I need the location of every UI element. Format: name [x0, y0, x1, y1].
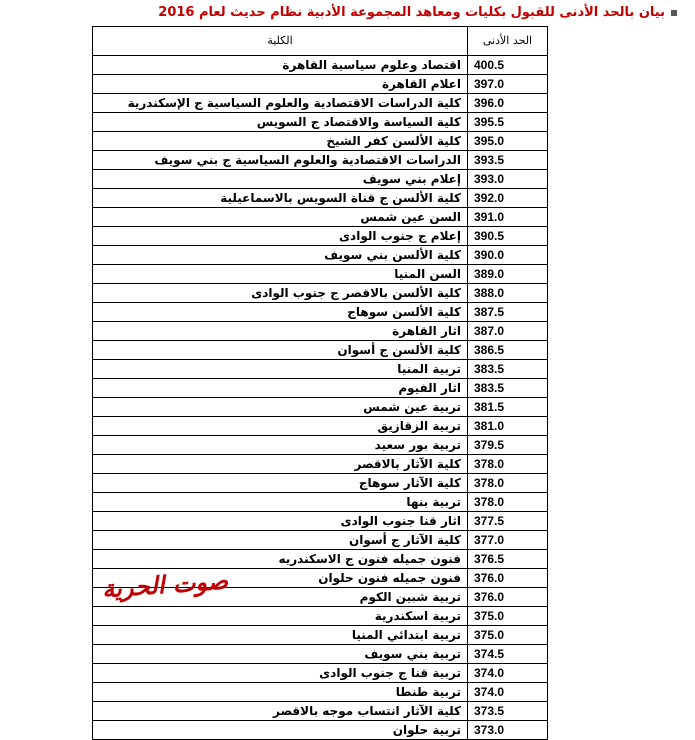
table-row — [93, 208, 548, 227]
college-name-cell: تربية حلوان — [93, 721, 468, 740]
min-score-cell: 393.5 — [468, 151, 548, 170]
min-score-cell: 387.0 — [468, 322, 548, 341]
college-name-cell: إعلام ج جنوب الوادى — [93, 227, 468, 246]
min-score-cell: 383.5 — [468, 360, 548, 379]
table-header-row — [93, 27, 548, 56]
page-title: بيان بالحد الأدنى للقبول بكليات ومعاهد المجموعة الأدبية نظام حديث لعام 2016 — [158, 5, 665, 20]
college-name-cell: كلية الألسن كفر الشيخ — [93, 132, 468, 151]
min-score-cell: 400.5 — [468, 56, 548, 75]
college-name-cell: كلية الدراسات الاقتصادية والعلوم السياسية ج الإسكندرية — [93, 94, 468, 113]
min-score-cell: 387.5 — [468, 303, 548, 322]
min-score-cell: 377.5 — [468, 512, 548, 531]
table-row — [93, 246, 548, 265]
min-score-cell: 377.0 — [468, 531, 548, 550]
min-score-cell: 379.5 — [468, 436, 548, 455]
college-name-cell: اثار الفيوم — [93, 379, 468, 398]
table-row — [93, 626, 548, 645]
table-row — [93, 303, 548, 322]
college-name-cell: كلية الآثار سوهاج — [93, 474, 468, 493]
table-row — [93, 132, 548, 151]
table-row — [93, 683, 548, 702]
college-name-cell: اعلام القاهرة — [93, 75, 468, 94]
table-row — [93, 436, 548, 455]
college-name-cell: اقتصاد وعلوم سياسية القاهرة — [93, 56, 468, 75]
college-name-cell: إعلام بني سويف — [93, 170, 468, 189]
table-row — [93, 417, 548, 436]
college-name-cell: كلية الألسن ج قناة السويس بالاسماعيلية — [93, 189, 468, 208]
college-name-cell: تربية عين شمس — [93, 398, 468, 417]
table-row — [93, 56, 548, 75]
college-name-cell: تربية المنيا — [93, 360, 468, 379]
min-score-cell: 378.0 — [468, 474, 548, 493]
college-name-cell: تربية الزقازيق — [93, 417, 468, 436]
min-score-cell: 391.0 — [468, 208, 548, 227]
min-score-cell: 375.0 — [468, 626, 548, 645]
table-row — [93, 227, 548, 246]
table-row — [93, 189, 548, 208]
college-name-cell: السن المنيا — [93, 265, 468, 284]
min-score-cell: 388.0 — [468, 284, 548, 303]
college-name-cell: تربية ابتدائي المنيا — [93, 626, 468, 645]
header-college: الكلية — [93, 27, 468, 56]
college-name-cell: فنون جميله فنون ج الاسكندريه — [93, 550, 468, 569]
page-heading — [0, 3, 677, 23]
min-score-cell: 374.5 — [468, 645, 548, 664]
bullet-icon — [671, 10, 677, 16]
min-score-cell: 373.0 — [468, 721, 548, 740]
min-score-cell: 378.0 — [468, 493, 548, 512]
college-name-cell: السن عين شمس — [93, 208, 468, 227]
min-score-cell: 375.0 — [468, 607, 548, 626]
table-row — [93, 664, 548, 683]
college-name-cell: كلية الآثار بالاقصر — [93, 455, 468, 474]
table-body — [93, 56, 548, 740]
min-score-cell: 386.5 — [468, 341, 548, 360]
watermark-logo: صوت الحرية — [101, 565, 229, 604]
table-row — [93, 550, 548, 569]
min-score-cell: 376.0 — [468, 569, 548, 588]
college-name-cell: كلية الألسن سوهاج — [93, 303, 468, 322]
min-score-cell: 396.0 — [468, 94, 548, 113]
table-row — [93, 474, 548, 493]
table-row — [93, 170, 548, 189]
min-score-cell: 381.5 — [468, 398, 548, 417]
table-row — [93, 113, 548, 132]
table-row — [93, 721, 548, 740]
college-name-cell: تربية بور سعيد — [93, 436, 468, 455]
admission-table — [92, 26, 548, 740]
college-name-cell: تربية اسكندرية — [93, 607, 468, 626]
min-score-cell: 392.0 — [468, 189, 548, 208]
min-score-cell: 389.0 — [468, 265, 548, 284]
header-min-score: الحد الأدنى — [468, 27, 548, 56]
table-row — [93, 455, 548, 474]
college-name-cell: فنون جميله فنون حلوان — [93, 569, 468, 588]
college-name-cell: تربية طنطا — [93, 683, 468, 702]
min-score-cell: 378.0 — [468, 455, 548, 474]
min-score-cell: 376.5 — [468, 550, 548, 569]
min-score-cell: 390.5 — [468, 227, 548, 246]
table-row — [93, 322, 548, 341]
table-row — [93, 702, 548, 721]
table-row — [93, 531, 548, 550]
min-score-cell: 390.0 — [468, 246, 548, 265]
table-row — [93, 360, 548, 379]
table-row — [93, 607, 548, 626]
college-name-cell: الدراسات الاقتصادية والعلوم السياسية ج بني سويف — [93, 151, 468, 170]
table-row — [93, 151, 548, 170]
college-name-cell: تربية شبين الكوم — [93, 588, 468, 607]
min-score-cell: 395.5 — [468, 113, 548, 132]
min-score-cell: 373.5 — [468, 702, 548, 721]
table-row — [93, 284, 548, 303]
table-row — [93, 341, 548, 360]
min-score-cell: 376.0 — [468, 588, 548, 607]
table-row — [93, 75, 548, 94]
college-name-cell: كلية السياسة والاقتصاد ج السويس — [93, 113, 468, 132]
table-row — [93, 94, 548, 113]
college-name-cell: تربية بنها — [93, 493, 468, 512]
college-name-cell: كلية الألسن بني سويف — [93, 246, 468, 265]
min-score-cell: 381.0 — [468, 417, 548, 436]
min-score-cell: 397.0 — [468, 75, 548, 94]
min-score-cell: 374.0 — [468, 664, 548, 683]
table-row — [93, 265, 548, 284]
college-name-cell: كلية الآثار انتساب موجه بالاقصر — [93, 702, 468, 721]
table-row — [93, 398, 548, 417]
college-name-cell: كلية الآثار ج أسوان — [93, 531, 468, 550]
college-name-cell: كلية الألسن ج أسوان — [93, 341, 468, 360]
table-row — [93, 379, 548, 398]
college-name-cell: تربية بني سويف — [93, 645, 468, 664]
college-name-cell: كلية الألسن بالاقصر ج جنوب الوادى — [93, 284, 468, 303]
min-score-cell: 393.0 — [468, 170, 548, 189]
college-name-cell: اثار قنا جنوب الوادى — [93, 512, 468, 531]
min-score-cell: 374.0 — [468, 683, 548, 702]
table-row — [93, 493, 548, 512]
college-name-cell: تربية قنا ج جنوب الوادى — [93, 664, 468, 683]
min-score-cell: 395.0 — [468, 132, 548, 151]
table-row — [93, 512, 548, 531]
min-score-cell: 383.5 — [468, 379, 548, 398]
college-name-cell: اثار القاهرة — [93, 322, 468, 341]
